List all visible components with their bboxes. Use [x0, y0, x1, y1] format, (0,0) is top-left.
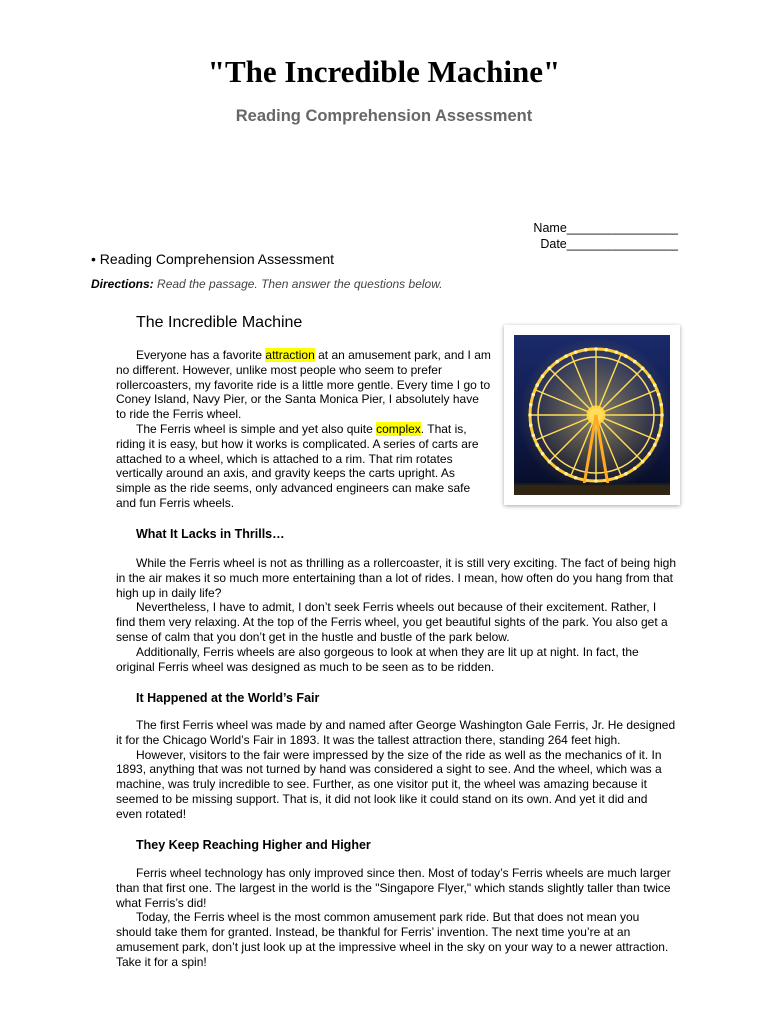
section-label: • Reading Comprehension Assessment	[91, 251, 335, 267]
paragraph: Nevertheless, I have to admit, I don’t seek Ferris wheels out because of their excitement. Rather, I find them very relaxing. At the top of the Ferris wheel, you get beautiful sights of the park. You also get a sense of calm that you don’t get in the hustle and bustle of the park below.	[116, 600, 668, 644]
section-text	[116, 556, 676, 674]
ferris-wheel-photo	[514, 335, 670, 495]
paragraph: Today, the Ferris wheel is the most common amusement park ride. But that does not mean you should take them for granted. Instead, be thankful for Ferris’ invention. The next time you’re at an amusement park, don’t just look up at the impressive wheel in the sky on your way to a newer attraction. Take it for a spin!	[116, 910, 669, 969]
section-heading: They Keep Reaching Higher and Higher	[136, 838, 371, 852]
highlighted-word: attraction	[265, 348, 315, 362]
directions	[91, 276, 443, 292]
page-subtitle: Reading Comprehension Assessment	[235, 107, 533, 125]
section-heading: What It Lacks in Thrills…	[136, 527, 285, 541]
paragraph: While the Ferris wheel is not as thrilling as a rollercoaster, it is still very exciting. The fact of being high in the air makes it so much more entertaining than a lot of rides. I mean, how often do you hang from that high up in daily life?	[116, 556, 677, 600]
paragraph: The first Ferris wheel was made by and named after George Washington Gale Ferris, Jr. He designed it for the Chicago World’s Fair in 1893. It was the tallest attraction there, standing 264 feet high.	[116, 718, 676, 747]
page-title: "The Incredible Machine"	[207, 54, 561, 89]
section-text	[116, 718, 676, 822]
date-field: Date________________	[540, 237, 678, 251]
section-heading: It Happened at the World’s Fair	[136, 691, 320, 705]
paragraph: Additionally, Ferris wheels are also gorgeous to look at when they are lit up at night. In fact, the original Ferris wheel was designed as much to be seen as to be ridden.	[116, 644, 639, 674]
ferris-wheel-photo-frame	[504, 325, 680, 505]
section-text	[116, 866, 676, 970]
paragraph: Everyone has a favorite attraction at an amusement park, and I am no different. However, unlike most people who seem to prefer rollercoasters, my favorite ride is a little more gentle. Every time I go to Coney Island, Navy Pier, or the Santa Monica Pier, I absolutely have to ride the Ferris wheel.	[116, 348, 491, 422]
directions-label: Directions:	[91, 277, 154, 291]
paragraph: The Ferris wheel is simple and yet also quite complex. That is, riding it is easy, but how it works is complicated. A series of carts are attached to a wheel, which is attached to a rim. That rim rotates vertically around an axis, and gravity keeps the carts upright. As simple as the ride seems, only advanced engineers can make safe and fun Ferris wheels.	[116, 421, 479, 510]
highlighted-word: complex	[376, 421, 421, 436]
name-field: Name________________	[533, 221, 678, 235]
paragraph: Ferris wheel technology has only improved since then. Most of today’s Ferris wheels are much larger than that first one. The largest in the world is the "Singapore Flyer," which stands slightly taller than twice what Ferris’s did!	[116, 866, 671, 910]
intro-text	[116, 348, 491, 511]
directions-text: Read the passage. Then answer the questions below.	[153, 277, 443, 291]
story-title: The Incredible Machine	[136, 314, 303, 331]
paragraph: However, visitors to the fair were impressed by the size of the ride as well as the mechanics of it. In 1893, anything that was not turned by hand was considered a sight to see. And the wheel, which was a machine, was truly incredible to see. Further, as one visitor put it, the wheel was amazing because it seemed to be missing support. That is, it did not look like it could stand on its own. And yet it did and even rotated!	[116, 747, 662, 821]
